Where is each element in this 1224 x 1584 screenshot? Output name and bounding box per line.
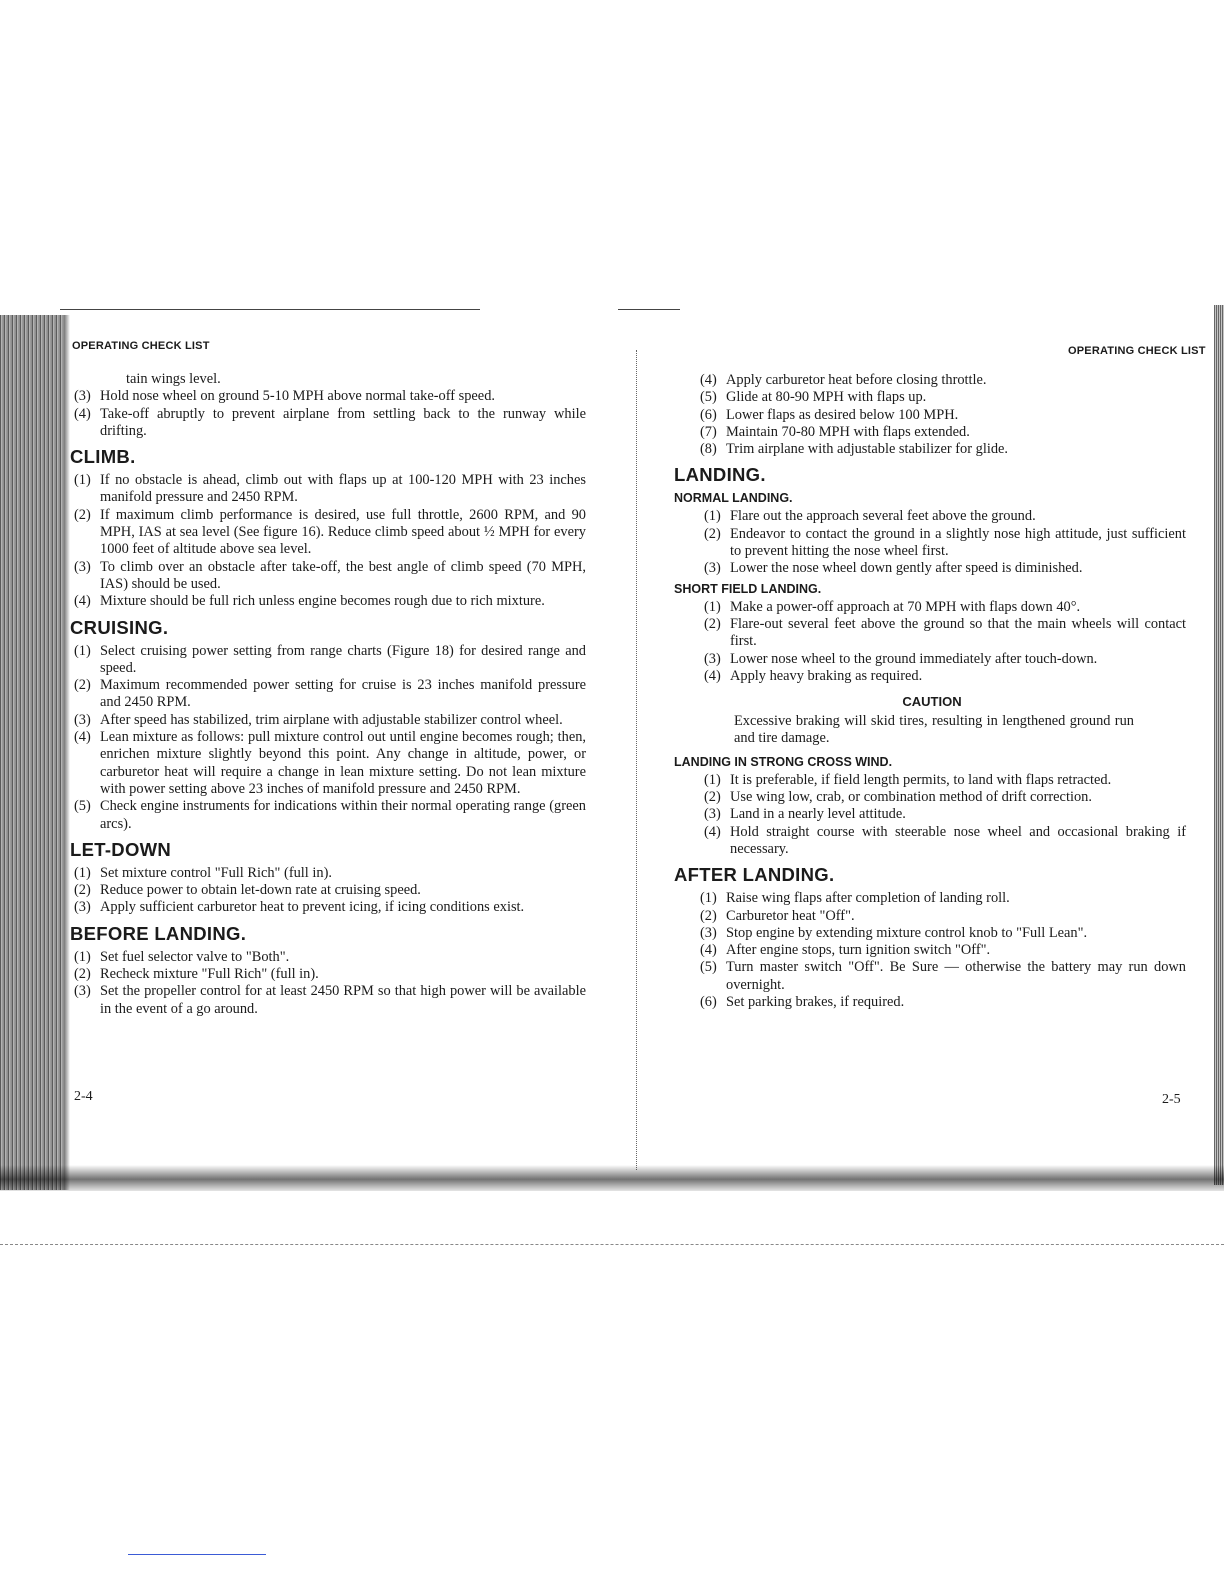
list-item: [700, 959, 1186, 994]
list-item: [74, 406, 586, 441]
subsection-title-normal-landing: NORMAL LANDING.: [674, 491, 793, 506]
list-item: [74, 643, 586, 678]
item-text: Take-off abruptly to prevent airplane from settling back to the runway while drifting.: [100, 405, 586, 439]
list-item: [704, 508, 1186, 525]
takeoff-list: [74, 388, 586, 440]
link-underline: [128, 1554, 266, 1555]
item-number: (7): [700, 423, 717, 440]
item-text: Stop engine by extending mixture control knob to "Full Lean".: [726, 924, 1088, 941]
item-text: Hold nose wheel on ground 5-10 MPH above normal take-off speed.: [100, 388, 495, 405]
list-item: [700, 890, 1186, 907]
subsection-title-cross-wind: LANDING IN STRONG CROSS WIND.: [674, 754, 893, 769]
item-number: (5): [74, 798, 91, 815]
item-number: (5): [700, 389, 717, 406]
item-text: Set parking brakes, if required.: [726, 994, 905, 1011]
item-number: (1): [74, 472, 91, 489]
list-item: [704, 526, 1186, 561]
item-number: (2): [700, 907, 717, 924]
item-number: (4): [704, 667, 721, 684]
list-item: [74, 966, 586, 983]
caution-text: Excessive braking will skid tires, resulting in lengthened ground run and tire damage.: [734, 713, 1134, 747]
item-text: Turn master switch "Off". Be Sure — otherwise the battery may run down overnight.: [726, 959, 1186, 993]
item-number: (3): [704, 806, 721, 823]
item-text: Lean mixture as follows: pull mixture control out until engine becomes rough; then, enrichen mixture slightly beyond this point. Any change in altitude, power, or carburetor heat will require a change in lean mixture setting. Do not lean mixture with power setting above 23 inches of manifold pressure and 2450 RPM.: [100, 729, 586, 797]
item-text: Flare-out several feet above the ground so that the main wheels will contact first.: [730, 615, 1186, 650]
item-number: (1): [700, 890, 717, 907]
item-text: To climb over an obstacle after take-off, the best angle of climb speed (70 MPH, IAS) should be used.: [100, 558, 586, 592]
item-text: Endeavor to contact the ground in a slightly nose high attitude, just sufficient to prevent hitting the nose wheel first.: [730, 525, 1186, 560]
item-text: Make a power-off approach at 70 MPH with flaps down 40°.: [730, 598, 1081, 615]
item-number: (3): [74, 558, 91, 575]
list-item: [74, 729, 586, 798]
section-title-climb: CLIMB.: [70, 446, 136, 468]
top-edge-line: [60, 309, 480, 310]
item-number: (2): [74, 882, 91, 899]
item-number: (8): [700, 441, 717, 458]
item-number: (3): [74, 388, 91, 405]
page-number-left: 2-4: [74, 1089, 93, 1104]
subsection-title-short-field-landing: SHORT FIELD LANDING.: [674, 581, 822, 596]
list-item: [74, 593, 586, 610]
item-text: Flare out the approach several feet above the ground.: [730, 508, 1036, 525]
letdown-list: [74, 865, 586, 917]
binding-shadow: [0, 1165, 1224, 1191]
item-number: (3): [704, 560, 721, 577]
right-page: [618, 305, 1224, 1495]
item-text: Set mixture control "Full Rich" (full in).: [100, 864, 332, 881]
climb-list: [74, 472, 586, 610]
item-number: (5): [700, 959, 717, 976]
list-item: [704, 651, 1186, 668]
left-page: [0, 305, 618, 1495]
list-item: [704, 789, 1186, 806]
page-edge-right: [1214, 305, 1224, 1185]
right-page-header: OPERATING CHECK LIST: [1068, 345, 1206, 357]
list-item: [74, 388, 586, 405]
list-item: [700, 908, 1186, 925]
left-page-header: OPERATING CHECK LIST: [72, 340, 210, 352]
section-title-before-landing: BEFORE LANDING.: [70, 922, 247, 944]
before-landing-continued-list: [678, 372, 1186, 458]
list-item: [74, 559, 586, 594]
item-text: Lower the nose wheel down gently after speed is diminished.: [730, 560, 1083, 577]
list-item: [700, 925, 1186, 942]
section-title-cruising: CRUISING.: [70, 616, 169, 638]
item-text: Recheck mixture "Full Rich" (full in).: [100, 966, 319, 983]
item-text: Hold straight course with steerable nose wheel and occasional braking if necessary.: [730, 823, 1186, 857]
item-text: Set fuel selector valve to "Both".: [100, 948, 290, 965]
item-text: Reduce power to obtain let-down rate at cruising speed.: [100, 882, 421, 899]
item-number: (1): [704, 508, 721, 525]
item-text: If maximum climb performance is desired, use full throttle, 2600 RPM, and 90 MPH, IAS at sea level (See figure 16). Reduce climb speed about ½ MPH for every 1000 feet of altitude above sea level.: [100, 506, 586, 558]
item-number: (2): [704, 789, 721, 806]
list-item: [74, 865, 586, 882]
item-text: Lower flaps as desired below 100 MPH.: [726, 406, 959, 423]
list-item: [74, 712, 586, 729]
item-text: Glide at 80-90 MPH with flaps up.: [726, 389, 927, 406]
list-item: [704, 668, 1186, 685]
list-item: [700, 994, 1186, 1011]
item-number: (4): [700, 942, 717, 959]
item-number: (2): [74, 506, 91, 523]
list-item: [704, 806, 1186, 823]
item-number: (4): [74, 729, 91, 746]
list-item: [74, 472, 586, 507]
right-page-content: [674, 372, 1186, 1011]
item-number: (1): [74, 864, 91, 881]
item-number: (3): [74, 711, 91, 728]
item-text: Use wing low, crab, or combination method of drift correction.: [730, 789, 1092, 806]
short-field-list: [678, 599, 1186, 685]
scan-base-line: [0, 1244, 1224, 1245]
section-title-letdown: LET-DOWN: [70, 838, 172, 860]
list-item: [704, 772, 1186, 789]
cross-wind-list: [678, 772, 1186, 858]
list-item: [700, 372, 1186, 389]
item-text: Lower nose wheel to the ground immediately after touch-down.: [730, 650, 1098, 667]
item-text: Apply sufficient carburetor heat to prevent icing, if icing conditions exist.: [100, 899, 525, 916]
after-landing-list: [678, 890, 1186, 1011]
item-text: Carburetor heat "Off".: [726, 907, 855, 924]
item-text: Maintain 70-80 MPH with flaps extended.: [726, 423, 970, 440]
list-item: [700, 441, 1186, 458]
item-number: (1): [704, 598, 721, 615]
list-item: [74, 899, 586, 916]
item-number: (2): [74, 677, 91, 694]
item-number: (4): [74, 405, 91, 422]
left-page-content: [70, 371, 586, 1018]
item-number: (6): [700, 994, 717, 1011]
item-text: Maximum recommended power setting for cruise is 23 inches manifold pressure and 2450 RPM.: [100, 677, 586, 711]
item-text: Select cruising power setting from range charts (Figure 18) for desired range and speed.: [100, 642, 586, 676]
page-number-right: 2-5: [1162, 1092, 1181, 1107]
item-number: (3): [700, 924, 717, 941]
list-item: [700, 407, 1186, 424]
list-item: [74, 677, 586, 712]
item-number: (2): [704, 615, 721, 632]
list-item: [700, 942, 1186, 959]
item-number: (1): [704, 771, 721, 788]
list-item: [704, 824, 1186, 859]
item-number: (3): [74, 983, 91, 1000]
item-text: Check engine instruments for indications within their normal operating range (green arcs).: [100, 798, 586, 832]
list-item: [704, 599, 1186, 616]
item-number: (4): [704, 823, 721, 840]
before-landing-list: [74, 949, 586, 1018]
item-text: If no obstacle is ahead, climb out with flaps up at 100-120 MPH with 23 inches manifold pressure and 2450 RPM.: [100, 472, 586, 506]
item-text: Apply carburetor heat before closing throttle.: [726, 372, 987, 388]
item-text: After engine stops, turn ignition switch "Off".: [726, 942, 991, 959]
item-number: (4): [700, 372, 717, 388]
book-spread: [0, 305, 1224, 1495]
item-text: Raise wing flaps after completion of landing roll.: [726, 890, 1010, 907]
caution-title: CAUTION: [902, 694, 962, 710]
list-item: [74, 507, 586, 559]
page-edge-left: [0, 315, 65, 1190]
cruising-list: [74, 643, 586, 833]
item-number: (2): [704, 525, 721, 542]
list-item: [704, 616, 1186, 651]
list-item: [74, 949, 586, 966]
list-item: [700, 389, 1186, 406]
section-title-landing: LANDING.: [674, 464, 766, 486]
continuation-text: tain wings level.: [126, 371, 221, 387]
item-text: Set the propeller control for at least 2450 RPM so that high power will be available in the event of a go around.: [100, 983, 586, 1017]
top-edge-line: [618, 309, 680, 310]
item-text: Trim airplane with adjustable stabilizer for glide.: [726, 441, 1009, 458]
item-text: It is preferable, if field length permits, to land with flaps retracted.: [730, 771, 1112, 788]
list-item: [704, 560, 1186, 577]
item-text: Land in a nearly level attitude.: [730, 806, 906, 823]
section-title-after-landing: AFTER LANDING.: [674, 864, 835, 886]
item-number: (3): [74, 899, 91, 916]
item-number: (1): [74, 642, 91, 659]
item-number: (6): [700, 406, 717, 423]
item-text: After speed has stabilized, trim airplane with adjustable stabilizer control wheel.: [100, 711, 563, 728]
list-item: [74, 983, 586, 1018]
list-item: [74, 882, 586, 899]
list-item: [74, 798, 586, 833]
normal-landing-list: [678, 508, 1186, 577]
item-number: (3): [704, 650, 721, 667]
item-number: (2): [74, 966, 91, 983]
item-text: Mixture should be full rich unless engine becomes rough due to rich mixture.: [100, 593, 545, 610]
item-text: Apply heavy braking as required.: [730, 667, 923, 684]
list-item: [700, 424, 1186, 441]
item-number: (1): [74, 948, 91, 965]
item-number: (4): [74, 593, 91, 610]
